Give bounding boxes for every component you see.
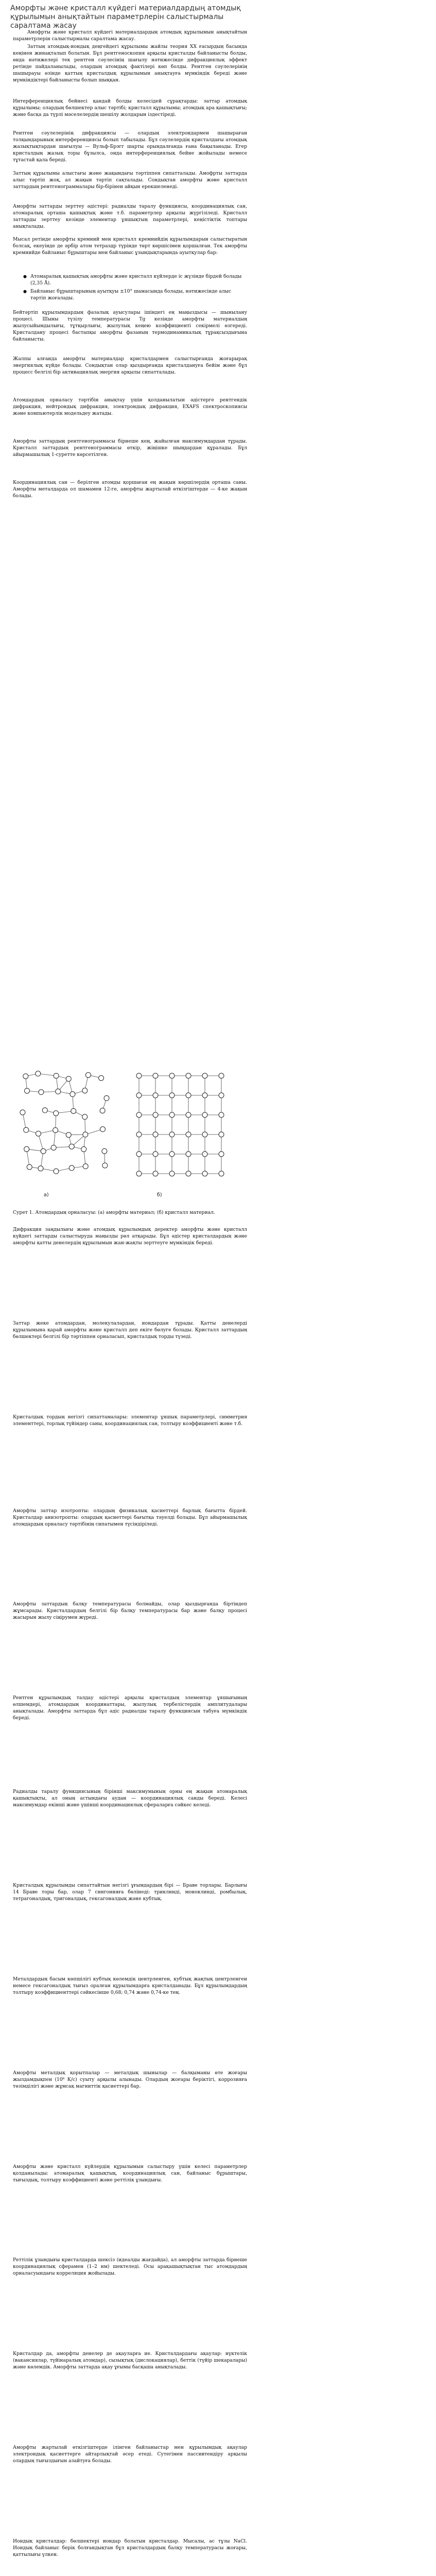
amorphous-atom	[36, 1071, 41, 1076]
crystal-atom	[169, 1171, 175, 1176]
amorphous-atom	[100, 1108, 105, 1113]
crystal-atom	[219, 1171, 224, 1176]
amorphous-atom	[39, 1090, 44, 1095]
crystal-atom	[219, 1151, 224, 1157]
paragraph: Дифракция заңдылығы және атомдық құрылымдық деректер аморфты және кристалл күйдегі заттарды салыстыруда маңызды рөл атқарады. Бұл әдістер кристалдардың және аморфты қатты денелердің құрылымын жан-жақты зерттеуге мүмкіндік береді.	[13, 1227, 247, 1246]
amorphous-atom	[42, 1108, 47, 1113]
amorphous-atom	[102, 1148, 107, 1154]
paragraph: Кристалдар да, аморфты денелер де ақауларға ие. Кристалдардағы ақаулар: нүктелік (вакансиялар, түйінаралық атомдар), сызықтық (дислокациялар), беттік (түйір шекаралары) және көлемдік. Аморфты заттарда ақау ұғымы басқаша анықталады.	[13, 2351, 247, 2370]
amorphous-atom	[36, 1131, 41, 1136]
paragraph: Аморфты заттар изотропты: олардың физикалық қасиеттері барлық бағытта бірдей. Кристалдар анизотропты: олардың қасиеттері бағытқа тәуелді болады. Бұл айырмашылық атомдардың орналасу тәртібінің сипатымен түсіндіріледі.	[13, 1508, 247, 1527]
amorphous-atom	[69, 1165, 74, 1171]
document-title: Аморфты және кристалл күйдегі материалдардың атомдық құрылымын анықтайтын параметрлерін салыстырмалы саралтама жасау	[10, 4, 241, 30]
atomic-structure-figure	[13, 1065, 247, 1205]
crystal-atom	[153, 1093, 158, 1098]
paragraph: Аморфты заттардың балқу температурасы болмайды, олар қыздырғанда біртіндеп жұмсарады. Кристалдардың белгілі бір балқу температурасы бар және балқу процесі жасырын жылу сіңірумен жүреді.	[13, 1601, 247, 1620]
amorphous-atom	[102, 1163, 108, 1168]
crystal-atom	[186, 1093, 191, 1098]
amorphous-atom	[66, 1076, 71, 1081]
figure-label-a: а)	[44, 1192, 49, 1198]
amorphous-atom	[82, 1114, 88, 1120]
crystal-atom	[186, 1132, 191, 1137]
paragraph: Аморфты заттардың рентгенограммасы бірнеше кең, жайылған максимумдардан тұрады. Кристалл заттардың рентгенограммасы өткір, жіңішке шыңдардан құралады. Бұл айырмашылық 1-суретте көрсетілген.	[13, 438, 247, 457]
amorphous-atom	[54, 1168, 59, 1174]
atomic-structure-diagram	[13, 1065, 247, 1199]
crystal-atom	[169, 1151, 175, 1157]
crystal-atom	[153, 1151, 158, 1157]
crystal-atom	[169, 1112, 175, 1117]
crystal-atom	[202, 1073, 207, 1078]
crystal-atom	[202, 1151, 207, 1157]
paragraph: Рентген сәулелерінің дифракциясы — олардың электрондармен шашыраған толқындарының интерференциясы болып табылады. Бұл сәулелердің кристалдағы атомдық жазықтықтардан шағылуы — Вульф-Брэгг шарты орындалғанда ғана бақыланады. Егер кристалдың жазық торы бұзылса, онда интерференциялық бейне жойылады немесе тұтастай қала береді.	[13, 130, 247, 163]
paragraph: Кристалдық тордың негізгі сипаттамалары: элементар ұяшық параметрлері, симметрия элементтері, торлық түйіндер саны, координациялық сан, толтыру коэффициенті және т.б.	[13, 1414, 247, 1427]
paragraph: Аморфты жартылай өткізгіштерде ілінген байланыстар мен құрылымдық ақаулар электрондық қасиеттерге айтарлықтай әсер етеді. Сутегімен пассивтендіру арқылы олардың тығыздығын азайтуға болады.	[13, 2445, 247, 2464]
amorphous-atom	[83, 1132, 88, 1137]
crystal-atom	[136, 1112, 142, 1117]
intro-paragraph: Амофрты және кристалл күйдегі материалдардың атомдық құрылымын анықтайтын параметрлерін салыстырмалы саралтама жасау.	[13, 29, 247, 42]
amorphous-atom	[66, 1132, 71, 1138]
amorphous-atom	[20, 1110, 25, 1115]
amorphous-atom	[82, 1088, 88, 1093]
amorphous-atom	[71, 1108, 76, 1113]
paragraph: Аморфты және кристалл күйлердің құрылымын салыстыру үшін келесі параметрлер қолданылады: атомаралық қашықтық, координациялық сан, байланыс бұрыштары, тығыздық, толтыру коэффициенті және реттілік ұзындығы.	[13, 2164, 247, 2183]
amorphous-atom	[99, 1076, 104, 1081]
crystal-atom	[136, 1093, 142, 1098]
crystal-atom	[202, 1093, 207, 1098]
figure-label-b: б)	[157, 1192, 162, 1198]
bullet-item: ● Байланыс бұрыштарының ауытқуы ±10° шамасында болады, нәтижесінде алыс тәртіп жоғалады.	[23, 288, 245, 301]
crystal-atom	[153, 1171, 158, 1176]
crystal-atom	[219, 1132, 224, 1137]
amorphous-atom	[100, 1127, 106, 1132]
paragraph: Интерференциялық бейнесі қандай болды келесідей сұрақтарды: заттар атомдық құрылымы; олардың бөлшектер алыс тәртібі; кристалл құрылымы; атомдық ара қашықтығы; және басқа да түрлі мәселелердің шешілу жолдарын іздестіреді.	[13, 98, 247, 117]
crystal-atom	[169, 1073, 175, 1078]
amorphous-atom	[54, 1073, 59, 1078]
paragraph: Радиалды таралу функциясының бірінші максимумының орны ең жақын атомаралық қашықтықты, ал оның астындағы аудан — координациялық санды береді. Келесі максимумдар екінші және үшінші координациялық сфераларға сәйкес келеді.	[13, 1789, 247, 1808]
amorphous-atom	[104, 1096, 109, 1101]
paragraph: Жалпы алғанда аморфты материалдар кристалдармен салыстырғанда жоғарырақ энергиялық күйде болады. Сондықтан олар қыздырғанда кристалдануға бейім және бұл процесс белгілі бір активациялық энергия арқылы сипатталады.	[13, 356, 247, 375]
crystal-atom	[219, 1073, 224, 1078]
crystal-atom	[153, 1132, 158, 1137]
amorphous-atom	[24, 1146, 29, 1151]
paragraph: Кристалдық құрылымды сипаттайтын негізгі ұғымдардың бірі — Браве торлары. Барлығы 14 Браве торы бар, олар 7 сингонияға бөлінеді: триклинді, моноклинді, ромбылық, тетрагоналдық, тригоналдық, гексагоналдық және кубтық.	[13, 1883, 247, 1902]
paragraph: Иондық кристалдар: бөлшектері иондар болатын кристалдар. Мысалы, ас тұзы NaCl. Иондық байланыс берік болғандықтан бұл кристалдардың балқу температурасы жоғары, қаттылығы үлкен.	[13, 2538, 247, 2557]
paragraph: Координациялық сан — берілген атомды қоршаған ең жақын көршілердің орташа саны. Аморфты металдарда ол шамамен 12-ге, аморфты жартылай өткізгіштерде — 4-ке жақын болады.	[13, 480, 247, 499]
crystal-atom	[202, 1132, 207, 1137]
amorphous-atom	[70, 1092, 75, 1097]
crystal-atom	[136, 1151, 142, 1157]
amorphous-atom	[81, 1147, 86, 1152]
crystal-atom	[186, 1073, 191, 1078]
amorphous-atom	[27, 1164, 32, 1170]
paragraph: Бейтәртіп құрылымдардың фазалық ауысулары ішіндегі ең маңыздысы — шынылану процесі. Шыны түзілу температурасы Tg кезінде аморфты материалдың жылусыйымдылығы, тұтқырлығы, жылулық кеңею коэффициенті секірмелі өзгереді. Кристалдану процесі бастапқы аморфты фазаның термодинамикалық тұрақсыздығына байланысты.	[13, 310, 247, 342]
crystal-atom	[136, 1073, 142, 1078]
amorphous-atom	[69, 1144, 74, 1149]
bullet-item: ● Атомаралық қашықтық аморфты және кристалл күйлерде іс жүзінде бірдей болады (2,35 Å).	[23, 273, 245, 286]
crystal-atom	[169, 1132, 175, 1137]
paragraph: Металдардың басым көпшілігі кубтық көлемдік центрленген, кубтық жақтық центрленген немесе гексагоналдық тығыз оралған құрылымдарға кристалданады. Бұл құрылымдардың толтыру коэффициенттері сәйкесінше 0,68; 0,74 және 0,74-ке тең.	[13, 1976, 247, 1995]
crystal-atom	[186, 1112, 191, 1117]
amorphous-atom	[25, 1088, 30, 1093]
figure-caption: Сурет 1. Атомдардың орналасуы: (а) аморфты материал; (б) кристалл материал.	[13, 1210, 215, 1216]
amorphous-atom	[85, 1073, 91, 1078]
paragraph: Рентген құрылымдық талдау әдістері арқылы кристалдың элементар ұяшығының өлшемдері, атомдардың координаттары, жылулық тербелістердің амплитудалары анықталады. Аморфты заттарда бұл әдіс радиалды таралу функциясын табуға мүмкіндік береді.	[13, 1695, 247, 1721]
crystal-atom	[219, 1093, 224, 1098]
crystal-atom	[153, 1112, 158, 1117]
amorphous-atom	[41, 1148, 46, 1154]
bullet-list	[23, 273, 245, 303]
paragraph: Аморфты заттарды зерттеу әдістері: радиалды таралу функциясы, координациялық сан, атомаралық орташа қашықтық және т.б. параметрлер арқылы жүргізіледі. Кристалл заттарды зерттеу кезінде элементар ұяшықтың параметрлері, кеңістіктік топтары анықталады.	[13, 204, 247, 229]
crystal-atom	[136, 1132, 142, 1137]
crystal-atom	[202, 1171, 207, 1176]
crystal-atom	[169, 1093, 175, 1098]
amorphous-atom	[56, 1089, 61, 1094]
amorphous-atom	[54, 1111, 59, 1116]
amorphous-atom	[38, 1166, 43, 1171]
crystal-atom	[186, 1171, 191, 1176]
amorphous-atom	[53, 1128, 58, 1133]
paragraph: Атомдардың орналасу тәртібін анықтау үшін қолданылатын әдістерге рентгендік дифракция, нейтрондық дифракция, электрондық дифракция, EXAFS спектроскопиясы және компьютерлік модельдеу жатады.	[13, 397, 247, 416]
crystal-atom	[153, 1073, 158, 1078]
crystal-atom	[186, 1151, 191, 1157]
paragraph: Заттың құрылымы алыстағы және жақындағы тәртіппен сипатталады. Амофрты заттарда алыс тәртіп жоқ, ал жақын тәртіп сақталады. Сондықтан аморфты және кристалл заттардың рентгенограммалары бір-бірінен айқын ерекшеленеді.	[13, 171, 247, 190]
paragraph: Реттілік ұзындығы кристалдарда шексіз (идеалды жағдайда), ал аморфты заттарда бірнеше координациялық сферамен (1–2 нм) шектеледі. Осы арақашықтықтан тыс атомдардың орналасуындағы корреляция жойылады.	[13, 2257, 247, 2276]
crystal-atom	[136, 1171, 142, 1176]
paragraph: Заттың атомдық-иондық деңгейдегі құрылымы жайлы теория ХХ ғасырдың басында кеңінен жинақталып болатын. Бұл рентгеноскопия арқылы кристалды байланысты болды, өнда нәтижелері тек рентген сәулесінің шағылу нәтижесінде дифракциялық эффект ретінде пайдаланылады, олардың атомдық фактілері көп болды. Рентген сәулелерінің шашырауы өзінде қаттың кристалдық құрылымын анықтауға мүмкіндік береді және мүмкіндіктері байланысты болып шыққан.	[13, 44, 247, 83]
paragraph: Мысал ретінде аморфты кремний мен кристалл кремнийдің құрылымдарын салыстыратын болсақ, екеуінде де әрбір атом тетраэдр түрінде төрт көршісімен қоршалған. Тек аморфты кремнийде байланыс бұрыштары мен байланыс ұзындықтарында ауытқулар бар:	[13, 236, 247, 256]
amorphous-atom	[24, 1127, 29, 1132]
crystal-atom	[202, 1112, 207, 1117]
amorphous-atom	[23, 1074, 28, 1079]
paragraph: Заттар жеке атомдардан, молекулалардан, иондардан тұрады. Қатты денелерді құрылымына қарай аморфты және кристалл деп екіге бөлуге болады. Кристалл заттардың бөлшектері белгілі бір тәртіппен орналасып, кристалдық торды түзеді.	[13, 1320, 247, 1340]
amorphous-atom	[83, 1164, 88, 1169]
crystal-atom	[219, 1112, 224, 1117]
paragraph: Аморфты металдық қорытпалар — металдық шынылар — балқыманы өте жоғары жылдамдықпен (10⁶ К/с) суыту арқылы алынады. Олардың жоғары беріктігі, коррозияға төзімділігі және жұмсақ магниттік қасиеттері бар.	[13, 2070, 247, 2089]
amorphous-atom	[51, 1145, 56, 1150]
